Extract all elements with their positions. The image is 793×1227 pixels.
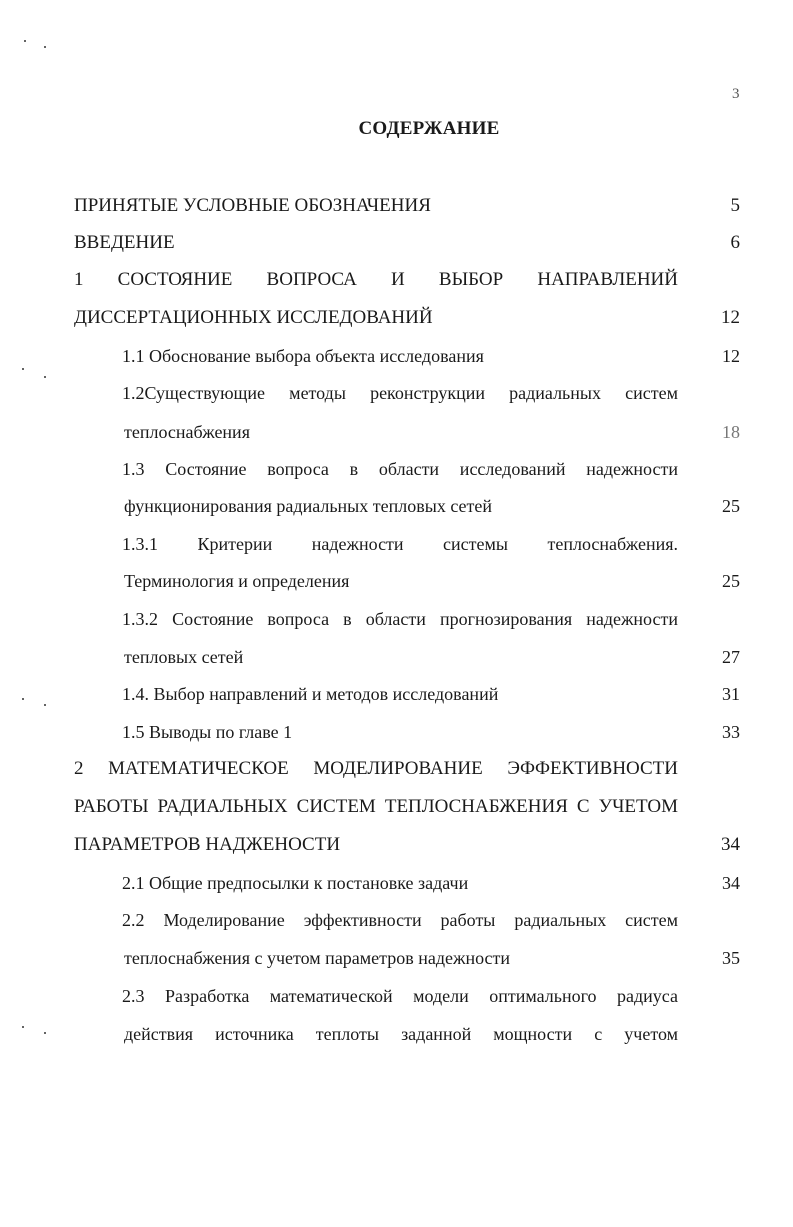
- toc-page-section-1-3-1: 25: [722, 571, 740, 591]
- toc-section-2-1: 2.1 Общие предпосылки к постановке задачи: [122, 873, 469, 893]
- toc-section-2-2-line-1: 2.2 Моделирование эффективности работы радиальных систем: [122, 910, 678, 930]
- toc-page-section-2-2: 35: [722, 948, 740, 968]
- toc-section-1-1: 1.1 Обоснование выбора объекта исследования: [122, 346, 484, 366]
- toc-page-introduction: 6: [730, 232, 740, 253]
- toc-section-1-5: 1.5 Выводы по главе 1: [122, 722, 293, 742]
- toc-entry-introduction: ВВЕДЕНИЕ: [74, 232, 175, 253]
- toc-page-section-1-1: 12: [722, 346, 740, 366]
- toc-section-1-3-2-line-1: 1.3.2 Состояние вопроса в области прогнозирования надежности: [122, 609, 678, 629]
- toc-section-1-3-2-line-2: тепловых сетей: [124, 647, 244, 667]
- scan-mark: [22, 368, 24, 370]
- toc-section-1-3-line-1: 1.3 Состояние вопроса в области исследований надежности: [122, 459, 678, 479]
- toc-section-1-3-line-2: функционирования радиальных тепловых сетей: [124, 496, 493, 516]
- toc-section-1-3-1-line-2: Терминология и определения: [124, 571, 350, 591]
- toc-chapter-1-line-1: 1 СОСТОЯНИЕ ВОПРОСА И ВЫБОР НАПРАВЛЕНИЙ: [74, 269, 678, 290]
- toc-page-abbreviations: 5: [730, 195, 740, 216]
- toc-page-section-1-2: 18: [722, 422, 740, 442]
- toc-section-1-2-line-1: 1.2Существующие методы реконструкции радиальных систем: [122, 383, 678, 403]
- scan-mark: [22, 698, 24, 700]
- toc-chapter-1-line-2: ДИССЕРТАЦИОННЫХ ИССЛЕДОВАНИЙ: [74, 307, 433, 328]
- toc-section-2-2-line-2: теплоснабжения с учетом параметров надежности: [124, 948, 511, 968]
- scan-mark: [44, 376, 46, 378]
- toc-chapter-2-line-2: РАБОТЫ РАДИАЛЬНЫХ СИСТЕМ ТЕПЛОСНАБЖЕНИЯ С УЧЕТОМ: [74, 796, 678, 817]
- toc-page-chapter-2: 34: [721, 834, 740, 855]
- toc-chapter-2-line-1: 2 МАТЕМАТИЧЕСКОЕ МОДЕЛИРОВАНИЕ ЭФФЕКТИВНОСТИ: [74, 758, 678, 779]
- toc-section-2-3-line-1: 2.3 Разработка математической модели оптимального радиуса: [122, 986, 678, 1006]
- toc-entry-abbreviations: ПРИНЯТЫЕ УСЛОВНЫЕ ОБОЗНАЧЕНИЯ: [74, 195, 431, 216]
- toc-section-1-2-line-2: теплоснабжения: [124, 422, 250, 442]
- toc-page-section-1-4: 31: [722, 684, 740, 704]
- page-title: СОДЕРЖАНИЕ: [358, 118, 500, 139]
- toc-page-chapter-1: 12: [721, 307, 740, 328]
- scan-mark: [44, 704, 46, 706]
- toc-page-section-1-3-2: 27: [722, 647, 740, 667]
- toc-section-2-3-line-2: действия источника теплоты заданной мощности с учетом: [124, 1024, 678, 1044]
- scan-mark: [24, 40, 26, 42]
- toc-page-section-2-1: 34: [722, 873, 740, 893]
- toc-page-section-1-5: 33: [722, 722, 740, 742]
- scan-mark: [44, 46, 46, 48]
- toc-section-1-4: 1.4. Выбор направлений и методов исследований: [122, 684, 499, 704]
- toc-chapter-2-line-3: ПАРАМЕТРОВ НАДЖЕНОСТИ: [74, 834, 341, 855]
- toc-section-1-3-1-line-1: 1.3.1 Критерии надежности системы теплоснабжения.: [122, 534, 678, 554]
- scan-mark: [44, 1032, 46, 1034]
- toc-page-section-1-3: 25: [722, 496, 740, 516]
- scan-mark: [22, 1026, 24, 1028]
- page-number: 3: [732, 86, 740, 102]
